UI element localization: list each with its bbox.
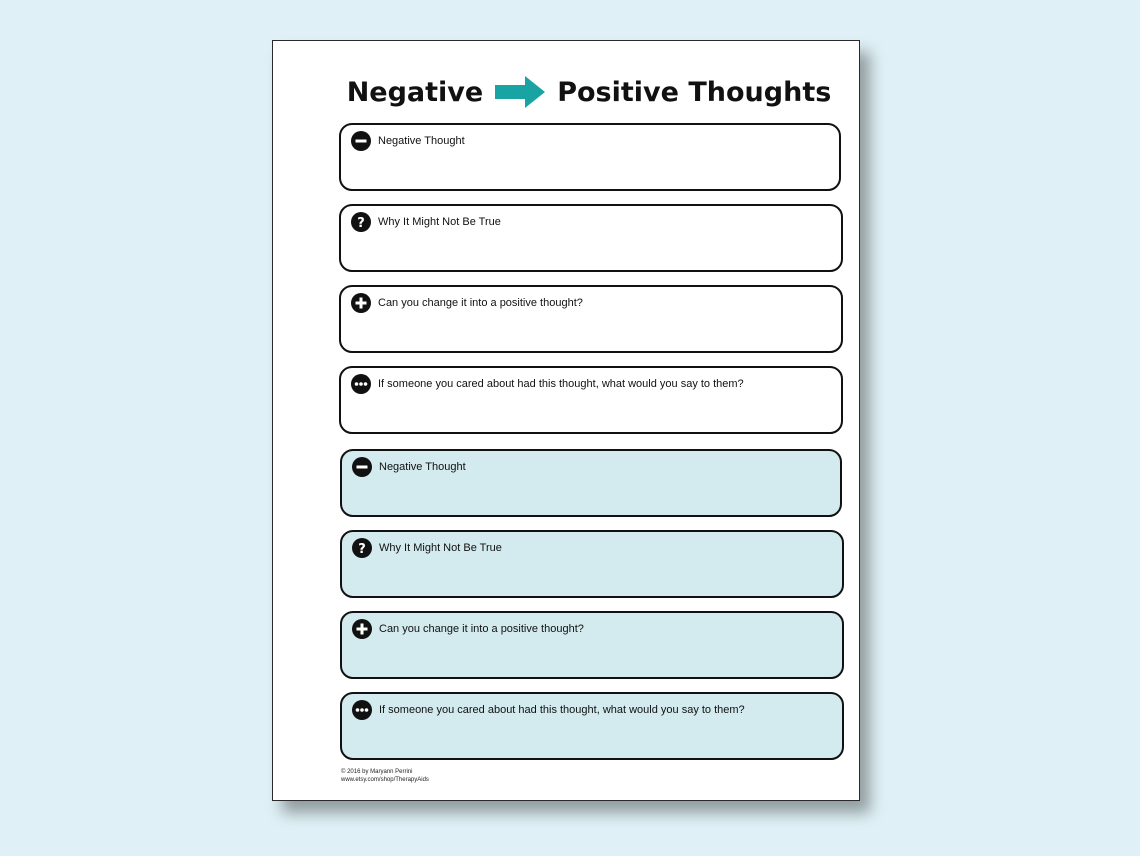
ellipsis-icon [351,374,371,394]
svg-text:?: ? [358,542,366,557]
negative-thought-box[interactable] [340,449,842,517]
question-icon [351,212,371,232]
why-not-true-box[interactable] [339,204,843,272]
cared-about-box[interactable] [340,692,844,760]
arrow-right-icon [495,75,545,109]
positive-thought-label: Can you change it into a positive thought? [379,623,584,635]
title-positive: Positive Thoughts [557,76,832,108]
footer [341,768,429,784]
question-icon [352,538,372,558]
why-not-true-box[interactable] [340,530,844,598]
plus-icon [351,293,371,313]
cared-about-label: If someone you cared about had this thought, what would you say to them? [378,378,744,390]
positive-thought-box[interactable] [339,285,843,353]
why-not-true-label: Why It Might Not Be True [378,216,501,228]
positive-thought-box[interactable] [340,611,844,679]
minus-icon [351,131,371,151]
shop-url-text: www.etsy.com/shop/TherapyAids [341,777,429,783]
svg-text:?: ? [357,216,365,231]
negative-thought-box[interactable] [339,123,841,191]
why-not-true-label: Why It Might Not Be True [379,542,502,554]
cared-about-label: If someone you cared about had this thought, what would you say to them? [379,704,745,716]
worksheet-page [272,40,860,801]
minus-icon [352,457,372,477]
negative-thought-label: Negative Thought [379,461,466,473]
ellipsis-icon [352,700,372,720]
cared-about-box[interactable] [339,366,843,434]
negative-thought-label: Negative Thought [378,135,465,147]
positive-thought-label: Can you change it into a positive thought? [378,297,583,309]
plus-icon [352,619,372,639]
worksheet-title [273,75,859,109]
copyright-text: © 2016 by Maryann Perrini [341,769,413,775]
title-negative: Negative [346,76,484,108]
